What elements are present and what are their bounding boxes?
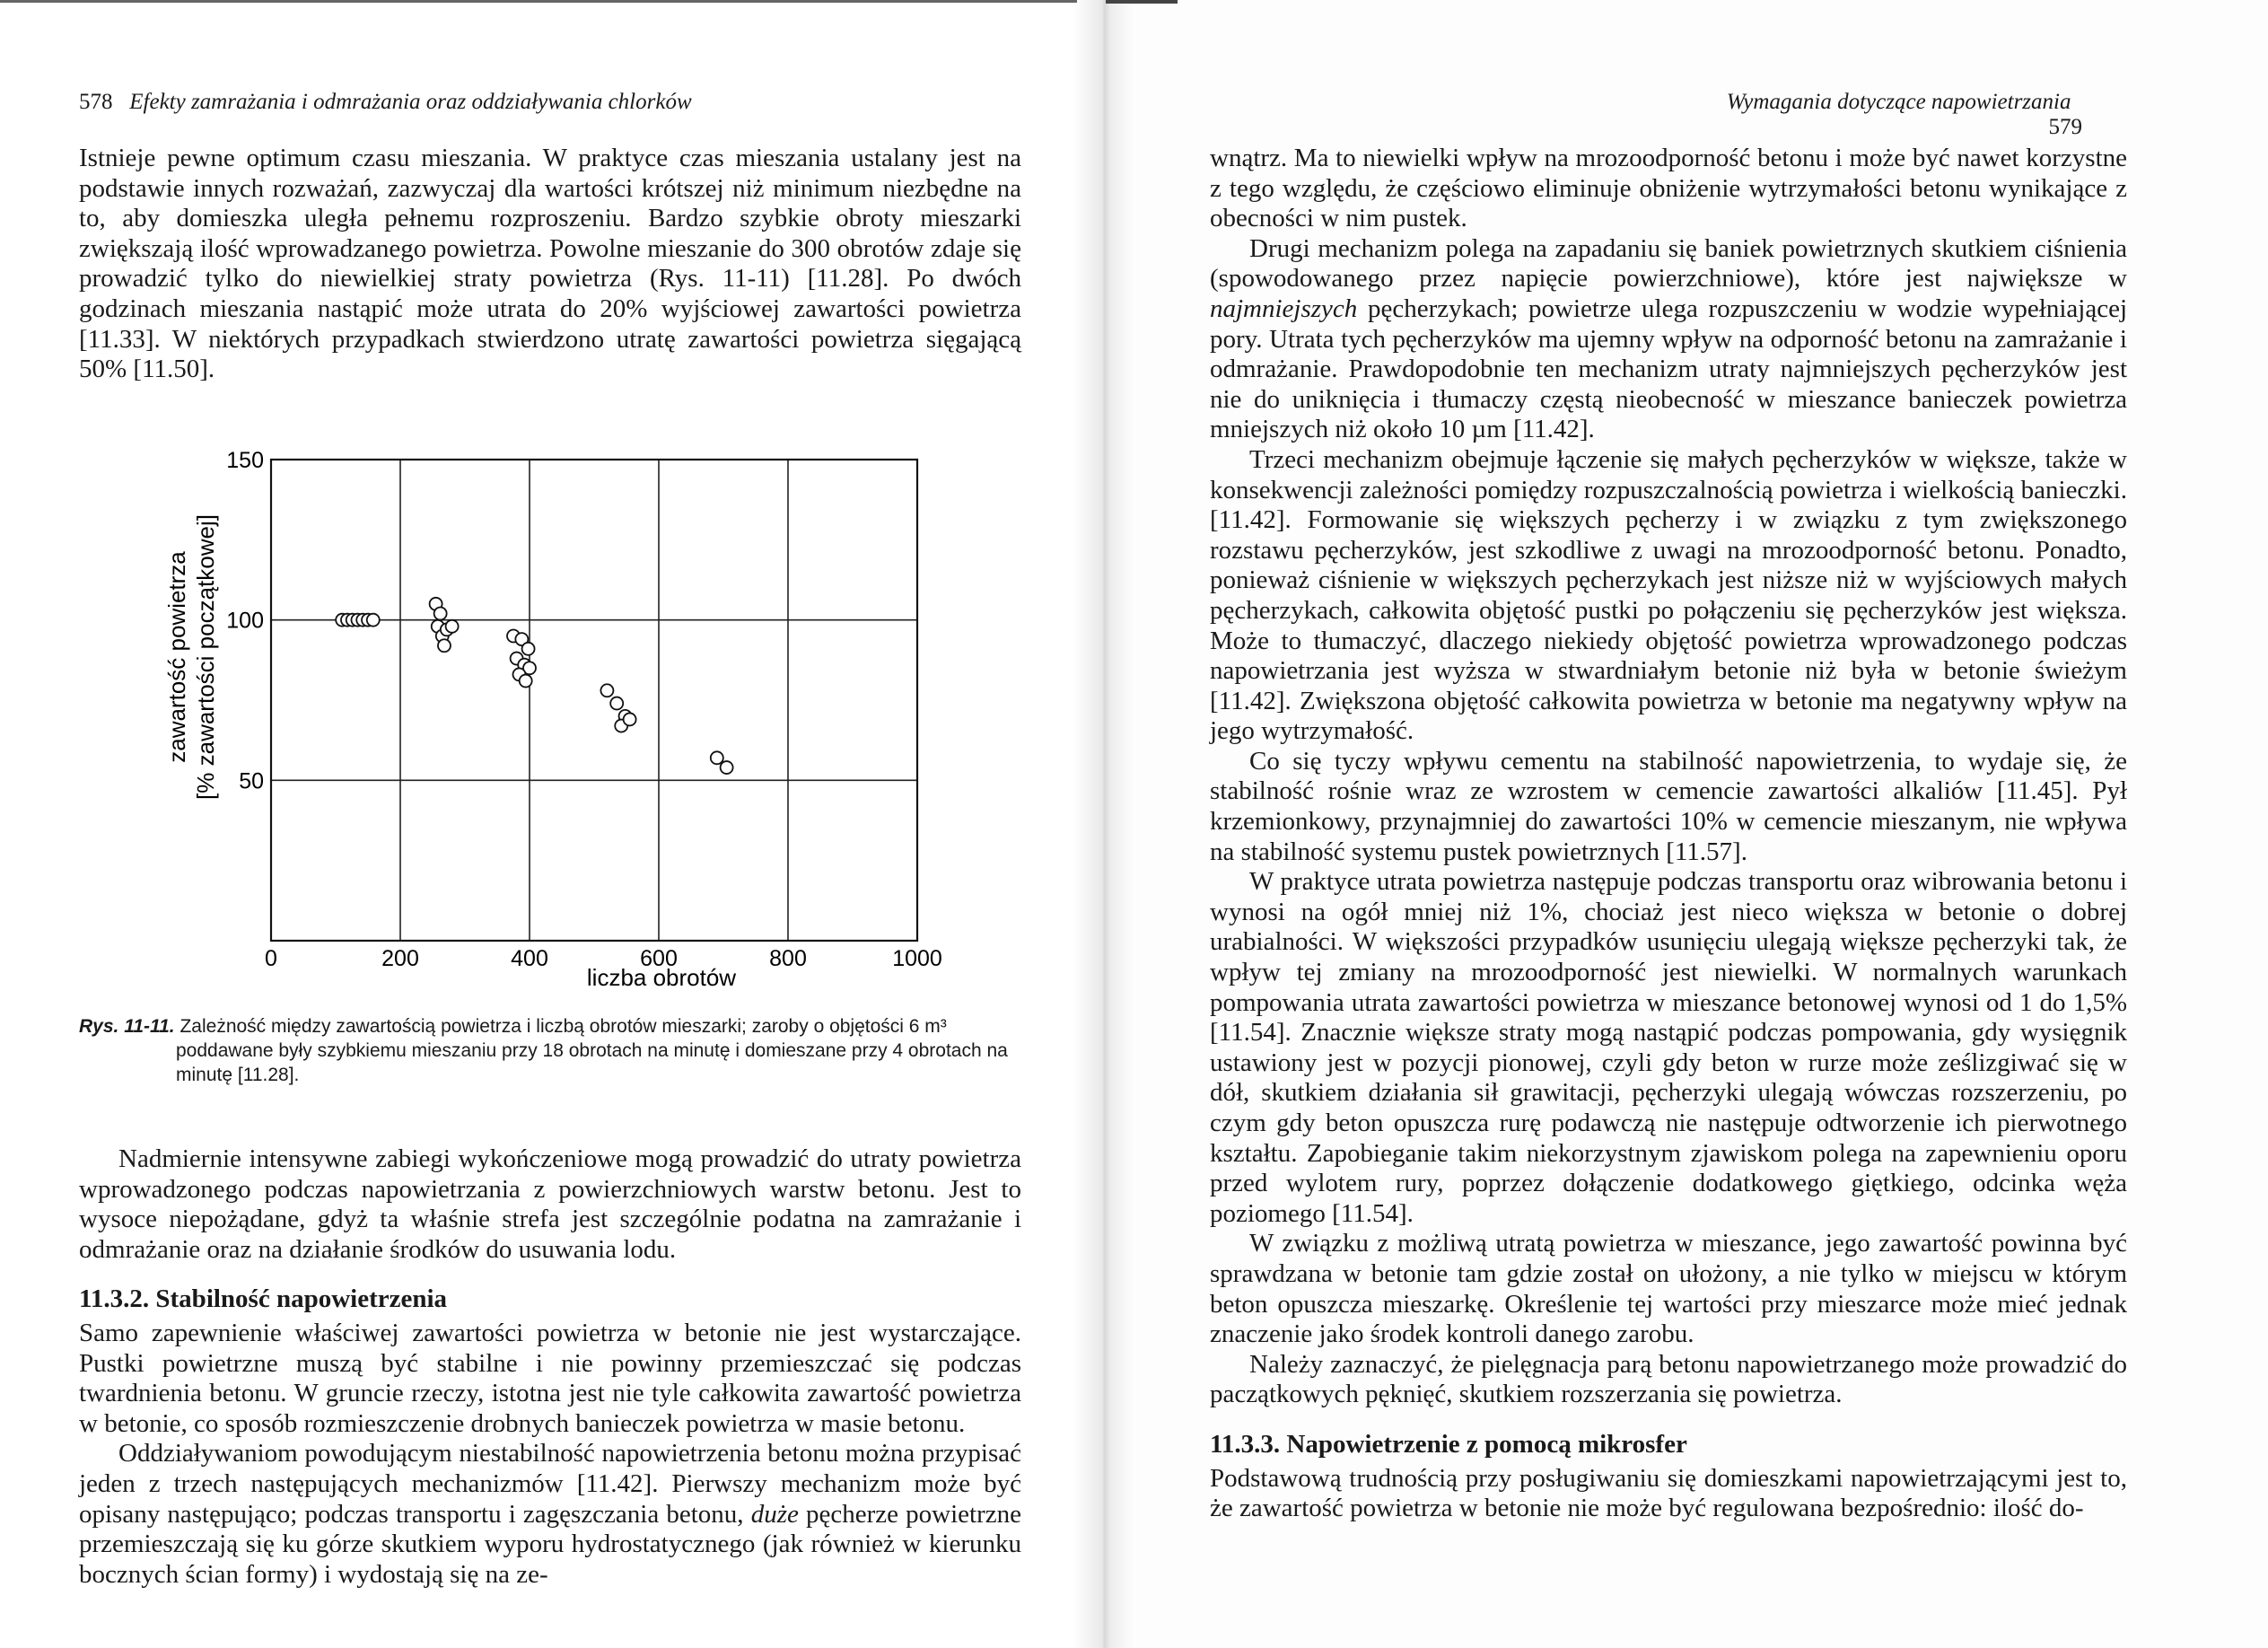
caption-text: Zależność między zawartością powietrza i liczbą obrotów mieszarki; zaroby o objętości 6 m³ poddawane były szybkiemu mieszaniu przy 18 obrotach na minutę i domieszane przy 4 obrotach na minutę [11.28]. — [176, 1016, 1008, 1085]
data-point — [522, 643, 535, 655]
left-body-bottom — [79, 1144, 1021, 1590]
running-title: Wymagania dotyczące napowietrzania — [1726, 90, 2071, 114]
paragraph: W praktyce utrata powietrza następuje podczas transportu oraz wibrowania betonu i wynosi na ogół mniej niż 1%, chociaż jest nieco większa w betonie o dobrej urabialności. W większości przypadków usunięciu ulegają większe pęcherzyki tak, że wpływ tej zmiany na mrozoodporność jest niewielki. W normalnych warunkach pompowania utrata zawartości powietrza w mieszance betonowej wynosi od 1 do 1,5% [11.54]. Znacznie większe straty mogą nastąpić podczas pompowania, gdy wysięgnik ustawiony jest w pozycji pionowej, czyli gdy beton w rurze może ześlizgiwać się w dół, skutkiem działania sił grawitacji, pęcherzyki ulegają wówczas rozszerzeniu, po czym gdy beton opuszcza rurę podawczą nie następuje odtworzenie ich pierwotnego kształtu. Zapobieganie takim niekorzystnym zjawiskom polega na zapewnieniu oporu przed wylotem rury, poprzez dołączenie dodatkowego giętkiego, odcinka węża poziomego [11.54]. — [1210, 867, 2127, 1228]
data-point — [438, 639, 451, 652]
data-point — [446, 620, 459, 633]
paragraph: Samo zapewnienie właściwej zawartości powietrza w betonie nie jest wystarczające. Pustki powietrzne muszą być stabilne i nie powinny przemieszczać się podczas twardnienia betonu. W gruncie rzeczy, istotna jest nie tyle całkowita zawartość powietrza w betonie, co sposób rozmieszczenie drobnych banieczek powietrza w masie betonu. — [79, 1318, 1021, 1438]
book-gutter — [1073, 0, 1136, 1648]
chart-points — [336, 598, 732, 774]
caption-label: Rys. 11-11. — [79, 1016, 175, 1037]
running-title: Efekty zamrażania i odmrażania oraz oddziaływania chlorków — [129, 90, 692, 114]
paragraph: Drugi mechanizm polega na zapadaniu się baniek powietrznych skutkiem ciśnienia (spowodowanego przez napięcie powierzchniowe), które jest największe w najmniejszych pęcherzykach; powietrze ulega rozpuszczeniu w wodzie wypełniającej pory. Utrata tych pęcherzyków ma ujemny wpływ na odporność betonu na zamrażanie i odmrażanie. Prawdopodobnie ten mechanizm utraty najmniejszych pęcherzyków jest nie do uniknięcia i tłumaczy częstą nieobecność w mieszance banieczek powietrza mniejszych niż około 10 µm [11.42]. — [1210, 233, 2127, 444]
air-content-chart — [135, 449, 942, 1005]
paragraph: Podstawową trudnością przy posługiwaniu się domieszkami napowietrzającymi jest to, że zawartość powietrza w betonie nie może być regulowana bezpośrednio: ilość do- — [1210, 1463, 2127, 1523]
top-edge-line — [0, 0, 1077, 3]
data-point — [610, 697, 623, 710]
right-body — [1210, 144, 2127, 1524]
data-point — [520, 675, 532, 688]
y-axis-subtitle: [% zawartości początkowej] — [192, 514, 219, 800]
page-number: 579 — [2048, 115, 2082, 139]
emphasis: najmniejszych — [1210, 294, 1358, 323]
x-tick-label: 200 — [381, 946, 419, 971]
chart-grid — [271, 460, 917, 941]
chart-tick-labels — [226, 449, 942, 971]
data-point — [434, 608, 447, 620]
right-running-header — [1705, 90, 2082, 140]
x-axis-title: liczba obrotów — [586, 964, 737, 991]
paragraph: Istnieje pewne optimum czasu mieszania. W praktyce czas mieszania ustalany jest na podstawie innych rozważań, zazwyczaj dla wartości krótszej niż minimum niezbędne na to, aby domieszka uległa pełnemu rozproszeniu. Bardzo szybkie obroty mieszarki zwiększają ilość wprowadzanego powietrza. Powolne mieszanie do 300 obrotów zdaje się prowadzić tylko do niewielkiej straty powietrza (Rys. 11-11) [11.28]. Po dwóch godzinach mieszania nastąpić może utrata do 20% wyjściowej zawartości powietrza [11.33]. W niektórych przypadkach stwierdzono utratę zawartości powietrza sięgającą 50% [11.50]. — [79, 144, 1021, 384]
y-tick-label: 150 — [226, 449, 264, 473]
paragraph: wnątrz. Ma to niewielki wpływ na mrozoodporność betonu i może być nawet korzystne z tego względu, że częściowo eliminuje obniżenie wytrzymałości betonu wynikające z obecności w nim pustek. — [1210, 144, 2127, 233]
y-axis-title: zawartość powietrza — [163, 551, 190, 763]
data-point — [721, 761, 733, 774]
section-heading: 11.3.2. Stabilność napowietrzenia — [79, 1284, 448, 1314]
x-tick-label: 0 — [265, 946, 277, 971]
paragraph: W związku z możliwą utratą powietrza w mieszance, jego zawartość powinna być sprawdzana w betonie tam gdzie został on ułożony, a nie tylko w miejscu w którym beton opuszcza mieszarkę. Określenie tej wartości przy mieszarce może mieć jednak znaczenie jako środek kontroli danego zarobu. — [1210, 1229, 2127, 1349]
page-number: 578 — [79, 90, 113, 114]
paragraph: Trzeci mechanizm obejmuje łączenie się małych pęcherzyków w większe, także w konsekwencji zależności pomiędzy rozpuszczalnością powietrza i wielkością banieczki. [11.42]. Formowanie się większych pęcherzy i w związku z tym zwiększonego rozstawu pęcherzyków, jest szkodliwe z uwagi na mrozoodporność betonu. Ponadto, ponieważ ciśnienie w większych pęcherzykach jest niższe niż w wyjściowych małych pęcherzykach, całkowita objętość pustki po połączeniu się pęcherzyków jest większa. Może to tłumaczyć, dlaczego niekiedy objętość powietrza wprowadzonego podczas napowietrzania jest wyższa w stwardniałym betonie niż była w betonie świeżym [11.42]. Zwiększona objętość całkowita powietrza w betonie ma negatywny wpływ na jego wytrzymałość. — [1210, 444, 2127, 746]
paragraph: Należy zaznaczyć, że pielęgnacja parą betonu napowietrzanego może prowadzić do paczątkowych pęknięć, skutkiem rozszerzania się powietrza. — [1210, 1349, 2127, 1409]
y-tick-label: 100 — [226, 608, 264, 634]
section-heading: 11.3.3. Napowietrzenie z pomocą mikrosfer — [1210, 1429, 1687, 1459]
x-tick-label: 600 — [640, 946, 678, 971]
paragraph: Nadmiernie intensywne zabiegi wykończeniowe mogą prowadzić do utraty powietrza wprowadzonego podczas napowietrzania z powierzchniowych warstw betonu. Jest to wysoce niepożądane, gdyż ta właśnie strefa jest szczególnie podatna na zamrażanie i odmrażanie oraz na działanie środków do usuwania lodu. — [79, 1144, 1021, 1264]
left-running-header — [79, 90, 692, 115]
data-point — [600, 684, 613, 697]
x-tick-label: 800 — [769, 946, 807, 971]
data-point — [367, 614, 380, 627]
left-body-top — [79, 144, 1021, 385]
paragraph: Oddziaływaniom powodującym niestabilność napowietrzenia betonu można przypisać jeden z trzech następujących mechanizmów [11.42]. Pierwszy mechanizm może być opisany następująco; podczas transportu i zagęszczania betonu, duże pęcherze powietrzne przemieszczają się ku górze skutkiem wyporu hydrostatycznego (jak również w kierunku bocznych ścian formy) i wydostają się na ze- — [79, 1439, 1021, 1589]
chart-frame — [271, 460, 917, 941]
paragraph: Co się tyczy wpływu cementu na stabilność napowietrzenia, to wydaje się, że stabilność rośnie wraz ze wzrostem w cemencie zawartości alkaliów [11.45]. Pył krzemionkowy, przynajmniej do zawartości 10% w cemencie mieszanym, nie wpływa na stabilność systemu pustek powietrznych [11.57]. — [1210, 746, 2127, 866]
plot-border — [271, 460, 917, 941]
data-point — [624, 713, 636, 725]
top-edge-line — [1106, 0, 1178, 4]
data-point — [711, 751, 723, 764]
figure-caption — [79, 1014, 1021, 1087]
x-tick-label: 400 — [511, 946, 548, 971]
x-tick-label: 1000 — [892, 946, 942, 971]
emphasis: duże — [750, 1499, 799, 1529]
y-tick-label: 50 — [239, 768, 264, 794]
